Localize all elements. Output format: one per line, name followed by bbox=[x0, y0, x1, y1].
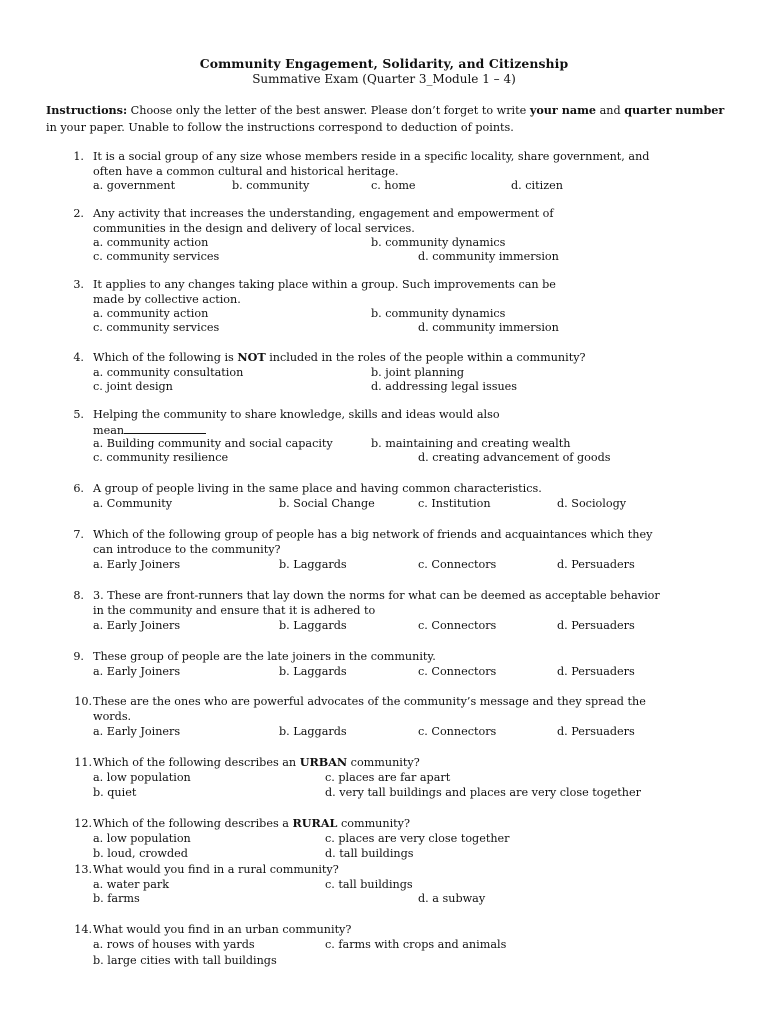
stem-emphasis: RURAL bbox=[292, 816, 338, 830]
stem-text: community? bbox=[337, 817, 410, 830]
stem-line: What would you find in an urban community? bbox=[93, 923, 352, 936]
option-b: b. Social Change bbox=[279, 497, 375, 510]
option-d: d. community immersion bbox=[418, 250, 559, 263]
option-d: d. a subway bbox=[418, 892, 486, 905]
stem-text: included in the roles of the people within a community? bbox=[265, 351, 586, 364]
stem-text: Which of the following describes a bbox=[93, 817, 293, 830]
option-d: d. very tall buildings and places are very close together bbox=[325, 786, 641, 799]
stem-line: Helping the community to share knowledge, skills and ideas would also bbox=[93, 408, 500, 421]
option-c: c. farms with crops and animals bbox=[325, 938, 507, 951]
option-d: d. Persuaders bbox=[557, 665, 635, 678]
question-stem bbox=[93, 481, 733, 496]
option-a: a. Early Joiners bbox=[93, 725, 181, 738]
stem-line: Any activity that increases the understanding, engagement and empowerment of bbox=[93, 207, 554, 220]
question-number: 11. bbox=[74, 756, 92, 769]
option-b: b. farms bbox=[93, 892, 140, 905]
option-c: c. Connectors bbox=[418, 665, 497, 678]
option-d: d. addressing legal issues bbox=[371, 380, 518, 393]
stem-line: These group of people are the late joiners in the community. bbox=[93, 650, 436, 663]
option-a: a. low population bbox=[93, 832, 191, 845]
question-number: 14. bbox=[74, 923, 92, 936]
stem-line: made by collective action. bbox=[93, 293, 241, 306]
option-c: c. Connectors bbox=[418, 725, 497, 738]
question-stem bbox=[93, 922, 733, 937]
question-stem bbox=[93, 588, 753, 618]
option-a: a. Community bbox=[93, 497, 173, 510]
instructions-label: Instructions: bbox=[46, 103, 128, 117]
option-c: c. community services bbox=[93, 250, 220, 263]
question-stem bbox=[93, 407, 733, 438]
question-number: 9. bbox=[73, 650, 84, 663]
question-number: 3. bbox=[73, 278, 84, 291]
option-c: c. home bbox=[371, 179, 416, 192]
option-a: a. low population bbox=[93, 771, 191, 784]
stem-text: Which of the following is bbox=[93, 351, 238, 364]
option-d: d. Persuaders bbox=[557, 619, 635, 632]
option-b: b. loud, crowded bbox=[93, 847, 188, 860]
option-b: b. large cities with tall buildings bbox=[93, 954, 277, 967]
instructions-your-name: your name bbox=[529, 103, 597, 117]
option-c: c. Institution bbox=[418, 497, 491, 510]
option-d: d. Persuaders bbox=[557, 558, 635, 571]
option-b: b. maintaining and creating wealth bbox=[371, 437, 571, 450]
question-stem bbox=[93, 350, 733, 365]
stem-line: These are the ones who are powerful advocates of the community’s message and they spread the bbox=[93, 695, 646, 708]
stem-line: communities in the design and delivery of local services. bbox=[93, 222, 415, 235]
instructions-text-2: and bbox=[596, 104, 625, 117]
stem-emphasis: NOT bbox=[237, 350, 266, 364]
option-a: a. government bbox=[93, 179, 176, 192]
option-d: d. community immersion bbox=[418, 321, 559, 334]
option-d: d. Persuaders bbox=[557, 725, 635, 738]
option-a: a. community action bbox=[93, 307, 209, 320]
stem-emphasis: URBAN bbox=[299, 755, 348, 769]
question-number: 2. bbox=[73, 207, 84, 220]
option-a: a. rows of houses with yards bbox=[93, 938, 255, 951]
question-stem bbox=[93, 694, 753, 724]
instructions-text-3: in your paper. Unable to follow the instructions correspond to deduction of points. bbox=[46, 121, 514, 134]
answer-blank bbox=[124, 422, 206, 434]
option-b: b. joint planning bbox=[371, 366, 465, 379]
instructions bbox=[46, 102, 736, 136]
stem-line: It applies to any changes taking place within a group. Such improvements can be bbox=[93, 278, 556, 291]
question-number: 1. bbox=[73, 150, 84, 163]
question-number: 7. bbox=[73, 528, 84, 541]
question-number: 8. bbox=[73, 589, 84, 602]
option-d: d. tall buildings bbox=[325, 847, 414, 860]
question-number: 13. bbox=[74, 863, 92, 876]
instructions-quarter-number: quarter number bbox=[624, 103, 725, 117]
option-b: b. quiet bbox=[93, 786, 137, 799]
question-stem bbox=[93, 755, 733, 770]
question-stem bbox=[93, 149, 733, 179]
stem-text: community? bbox=[347, 756, 420, 769]
option-b: b. community dynamics bbox=[371, 307, 506, 320]
option-d: d. Sociology bbox=[557, 497, 627, 510]
stem-line: in the community and ensure that it is adhered to bbox=[93, 604, 376, 617]
question-number: 10. bbox=[74, 695, 92, 708]
question-stem bbox=[93, 816, 733, 831]
question-number: 12. bbox=[74, 817, 92, 830]
option-a: a. community action bbox=[93, 236, 209, 249]
option-c: c. community services bbox=[93, 321, 220, 334]
stem-line: words. bbox=[93, 710, 132, 723]
option-c: c. Connectors bbox=[418, 558, 497, 571]
stem-line: It is a social group of any size whose members reside in a specific locality, share government, and bbox=[93, 150, 650, 163]
option-c: c. tall buildings bbox=[325, 878, 413, 891]
option-c: c. joint design bbox=[93, 380, 173, 393]
option-b: b. Laggards bbox=[279, 725, 347, 738]
question-number: 5. bbox=[73, 408, 84, 421]
exam-title: Community Engagement, Solidarity, and Citizenship bbox=[199, 56, 569, 71]
question-stem bbox=[93, 527, 733, 557]
option-a: a. Early Joiners bbox=[93, 558, 181, 571]
option-b: b. Laggards bbox=[279, 619, 347, 632]
question-stem bbox=[93, 277, 733, 307]
stem-line: A group of people living in the same place and having common characteristics. bbox=[93, 482, 542, 495]
stem-text: mean bbox=[93, 424, 125, 437]
option-a: a. Early Joiners bbox=[93, 665, 181, 678]
option-b: b. community bbox=[232, 179, 310, 192]
stem-line: often have a common cultural and historical heritage. bbox=[93, 165, 399, 178]
exam-subtitle: Summative Exam (Quarter 3_Module 1 – 4) bbox=[252, 72, 516, 86]
option-a: a. community consultation bbox=[93, 366, 244, 379]
question-number: 6. bbox=[73, 482, 84, 495]
option-a: a. Early Joiners bbox=[93, 619, 181, 632]
question-stem bbox=[93, 649, 733, 664]
option-a: a. water park bbox=[93, 878, 170, 891]
option-b: b. Laggards bbox=[279, 665, 347, 678]
stem-text: Which of the following describes an bbox=[93, 756, 300, 769]
option-c: c. places are far apart bbox=[325, 771, 451, 784]
stem-line: can introduce to the community? bbox=[93, 543, 281, 556]
stem-line: Which of the following group of people has a big network of friends and acquaintances which they bbox=[93, 528, 653, 541]
option-d: d. citizen bbox=[511, 179, 563, 192]
option-c: c. community resilience bbox=[93, 451, 229, 464]
option-b: b. community dynamics bbox=[371, 236, 506, 249]
question-stem bbox=[93, 206, 733, 236]
stem-line: What would you find in a rural community? bbox=[93, 863, 339, 876]
stem-line: 3. These are front-runners that lay down the norms for what can be deemed as acceptable behavior bbox=[93, 589, 660, 602]
option-d: d. creating advancement of goods bbox=[418, 451, 611, 464]
option-a: a. Building community and social capacity bbox=[93, 437, 333, 450]
option-c: c. places are very close together bbox=[325, 832, 510, 845]
question-stem bbox=[93, 862, 733, 877]
instructions-text-1: Choose only the letter of the best answer. Please don’t forget to write bbox=[127, 104, 530, 117]
option-b: b. Laggards bbox=[279, 558, 347, 571]
question-number: 4. bbox=[73, 351, 84, 364]
option-c: c. Connectors bbox=[418, 619, 497, 632]
